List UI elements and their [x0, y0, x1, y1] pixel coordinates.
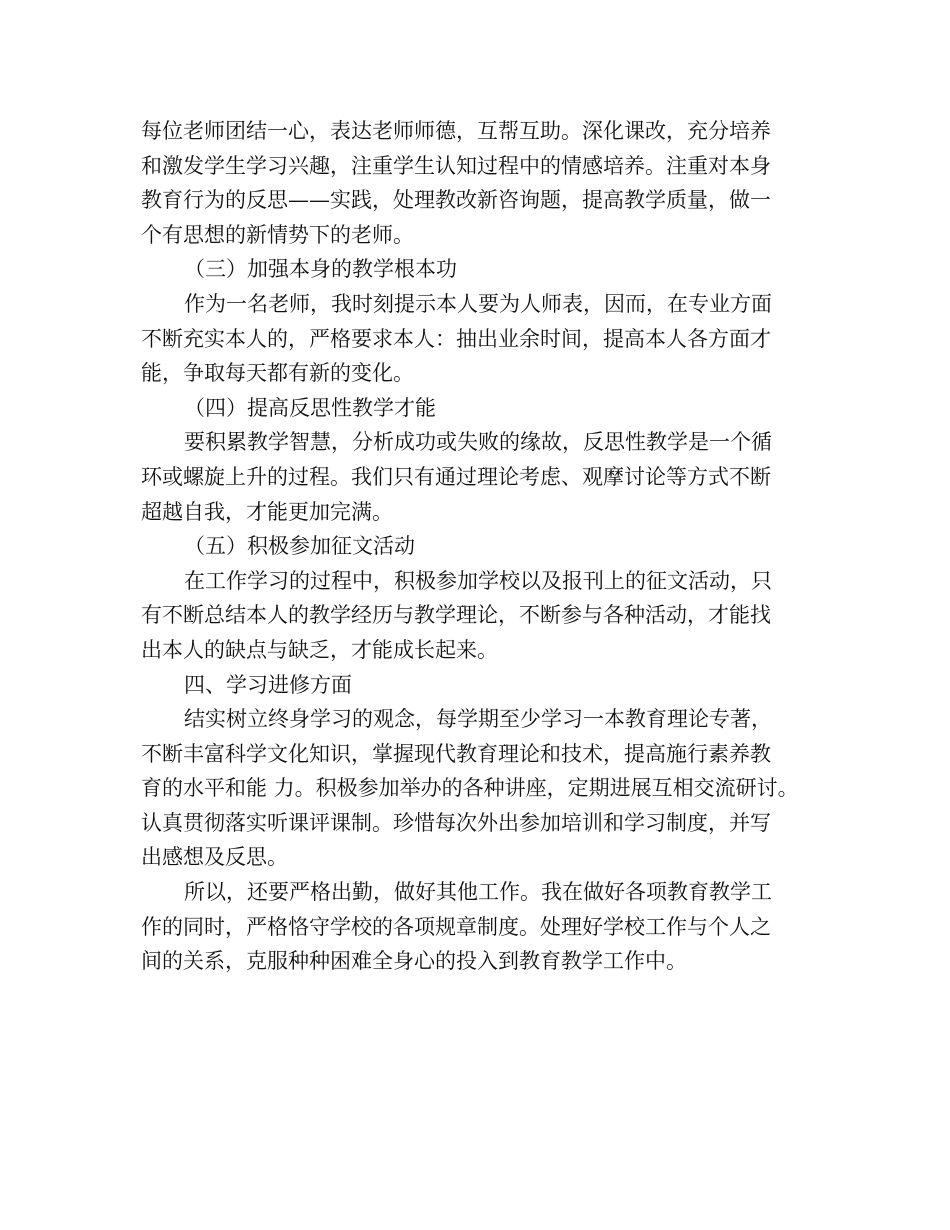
section-heading: （四）提高反思性教学才能 — [184, 395, 436, 420]
section-heading: （三）加强本身的教学根本功 — [184, 257, 457, 282]
text-line: 在工作学习的过程中，积极参加学校以及报刊上的征文活动，只 — [184, 568, 772, 593]
text-line: 出感想及反思。 — [141, 845, 288, 870]
text-line: 间的关系，克服种种困难全身心的投入到教育教学工作中。 — [141, 949, 687, 974]
text-line: 出本人的缺点与缺乏，才能成长起来。 — [141, 637, 498, 662]
text-line: 作为一名老师，我时刻提示本人要为人师表，因而，在专业方面 — [184, 291, 772, 316]
text-line: 结实树立终身学习的观念，每学期至少学习一本教育理论专著， — [184, 707, 772, 732]
text-line: 个有思想的新情势下的老师。 — [141, 222, 414, 247]
text-line: 作的同时，严格恪守学校的各项规章制度。处理好学校工作与个人之 — [141, 914, 771, 939]
text-line: 要积累教学智慧，分析成功或失败的缘故，反思性教学是一个循 — [184, 430, 772, 455]
text-line: 不断充实本人的，严格要求本人：抽出业余时间，提高本人各方面才 — [141, 326, 771, 351]
text-line: 认真贯彻落实听课评课制。珍惜每次外出参加培训和学习制度，并写 — [141, 810, 771, 835]
text-line: 环或螺旋上升的过程。我们只有通过理论考虑、观摩讨论等方式不断 — [141, 464, 771, 489]
text-line: 有不断总结本人的教学经历与教学理论，不断参与各种活动，才能找 — [141, 603, 771, 628]
text-line: 不断丰富科学文化知识，掌握现代教育理论和技术，提高施行素养教 — [141, 741, 771, 766]
document-body — [141, 114, 831, 979]
text-line: 育的水平和能 力。积极参加举办的各种讲座，定期进展互相交流研讨。 — [141, 776, 799, 801]
text-line: 教育行为的反思——实践，处理教改新咨询题，提高教学质量，做一 — [141, 188, 771, 213]
section-heading: （五）积极参加征文活动 — [184, 534, 415, 559]
text-line: 能，争取每天都有新的变化。 — [141, 361, 414, 386]
text-line: 超越自我，才能更加完满。 — [141, 499, 393, 524]
text-line: 每位老师团结一心，表达老师师德，互帮互助。深化课改，充分培养 — [141, 119, 771, 143]
section-heading: 四、学习进修方面 — [184, 672, 352, 697]
text-line: 所以，还要严格出勤，做好其他工作。我在做好各项教育教学工 — [184, 880, 772, 905]
text-line: 和激发学生学习兴趣，注重学生认知过程中的情感培养。注重对本身 — [141, 153, 771, 178]
